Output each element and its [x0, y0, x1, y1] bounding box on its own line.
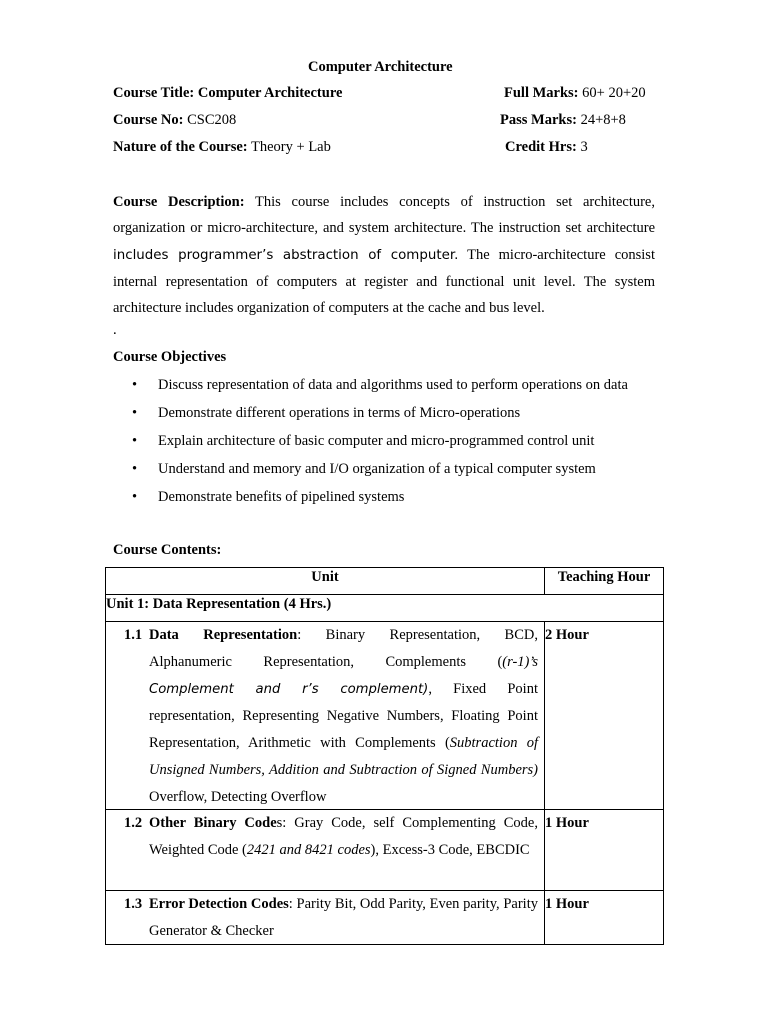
credit-line: [505, 139, 588, 156]
section-text: , Fixed Point representation, Representing Negative Numbers, Floating Point Representation, Arithmetic with Complements (: [149, 680, 538, 752]
section-title: Data Representation: [149, 627, 298, 643]
section-italic-text: (r-1)’s: [502, 653, 538, 670]
section-text: : Binary Representation, BCD, Alphanumeric Representation, Complements (: [149, 627, 538, 670]
section-text: : Gray Code, self Complementing Code, Weighted Code (: [149, 815, 538, 858]
credit-label: Credit Hrs:: [505, 139, 577, 155]
section-italic-text: 2421 and 8421 codes: [246, 841, 371, 858]
section-number: 1.2: [124, 815, 143, 831]
hour-cell: 1 Hour: [545, 810, 664, 891]
bullet-icon: •: [132, 461, 138, 477]
section-text: : Parity Bit, Odd Parity, Even parity, Parity Generator & Checker: [149, 896, 538, 939]
description-label: Course Description:: [113, 194, 245, 210]
objective-text: Discuss representation of data and algorithms used to perform operations on data: [158, 377, 628, 393]
objective-text: Understand and memory and I/O organization of a typical computer system: [158, 461, 596, 477]
bullet-icon: •: [132, 377, 138, 393]
list-item: [113, 457, 628, 485]
section-text: Overflow, Detecting Overflow: [149, 788, 327, 805]
section-description: [147, 810, 538, 890]
section-1-2-cell: [106, 810, 545, 891]
objective-text: Demonstrate benefits of pipelined systems: [158, 489, 405, 505]
course-title-line: [113, 85, 342, 102]
section-title: Error Detection Codes: [149, 896, 289, 912]
description-text-2: The micro-architecture consist internal representation of computers at register and functional unit level. The system architecture includes organization of computers at the cache and bus level.: [113, 246, 655, 317]
nature-label: Nature of the Course:: [113, 139, 248, 155]
hour-cell: 2 Hour: [545, 622, 664, 810]
list-item: [113, 373, 628, 401]
section-number: 1.1: [124, 627, 143, 643]
section-number: 1.3: [124, 896, 143, 912]
description-text-1: This course includes concepts of instruction set architecture, organization or micro-architecture, and system architecture. The instruction set architecture: [113, 194, 655, 237]
section-italic-text: Complement and r’s complement): [149, 681, 429, 697]
course-title-value: Computer Architecture: [197, 85, 343, 101]
section-description: [147, 622, 538, 809]
nature-line: [113, 139, 331, 156]
course-contents-table: [105, 567, 664, 945]
section-1-1-cell: [106, 622, 545, 810]
table-row: [106, 891, 664, 945]
list-item: [113, 401, 628, 429]
table-row: [106, 810, 664, 891]
nature-value: Theory + Lab: [251, 139, 331, 155]
column-header-teaching-hour: Teaching Hour: [545, 568, 664, 595]
pass-marks-label: Pass Marks:: [500, 112, 577, 128]
course-no-label: Course No:: [113, 112, 184, 128]
course-description: [113, 189, 655, 321]
course-no-value: CSC208: [187, 112, 237, 128]
objective-text: Demonstrate different operations in terms of Micro-operations: [158, 405, 521, 421]
list-item: [113, 485, 628, 513]
table-header-row: [106, 568, 664, 595]
objective-text: Explain architecture of basic computer and micro-programmed control unit: [158, 433, 595, 449]
full-marks-value: 60+ 20+20: [582, 85, 646, 101]
section-italic-text: Subtraction of Unsigned Numbers, Addition and Subtraction of Signed Numbers): [149, 735, 538, 778]
unit-1-title: Unit 1: Data Representation (4 Hrs.): [106, 595, 664, 622]
section-title: Other Binary Code: [149, 815, 277, 831]
section-text: ), Excess-3 Code, EBCDIC: [370, 841, 530, 858]
list-item: [113, 429, 628, 457]
table-row: [106, 595, 664, 622]
credit-value: 3: [580, 139, 588, 155]
column-header-unit: Unit: [106, 568, 545, 595]
section-description: [147, 891, 538, 944]
table-row: [106, 622, 664, 810]
full-marks-label: Full Marks:: [504, 85, 579, 101]
document-title: Computer Architecture: [308, 59, 453, 75]
objectives-list: [113, 373, 628, 513]
course-no-line: [113, 112, 236, 129]
section-text: s: [276, 815, 283, 831]
pass-marks-value: 24+8+8: [580, 112, 626, 128]
course-title-label: Course Title:: [113, 85, 195, 101]
bullet-icon: •: [132, 433, 138, 449]
section-1-3-cell: [106, 891, 545, 945]
contents-heading: Course Contents:: [113, 542, 222, 558]
bullet-icon: •: [132, 405, 138, 421]
description-text-mono: includes programmer’s abstraction of computer.: [113, 247, 459, 263]
objectives-heading: Course Objectives: [113, 349, 227, 365]
stray-dot: .: [113, 322, 117, 338]
hour-cell: 1 Hour: [545, 891, 664, 945]
bullet-icon: •: [132, 489, 138, 505]
pass-marks-line: [500, 112, 626, 129]
full-marks-line: [504, 85, 646, 102]
